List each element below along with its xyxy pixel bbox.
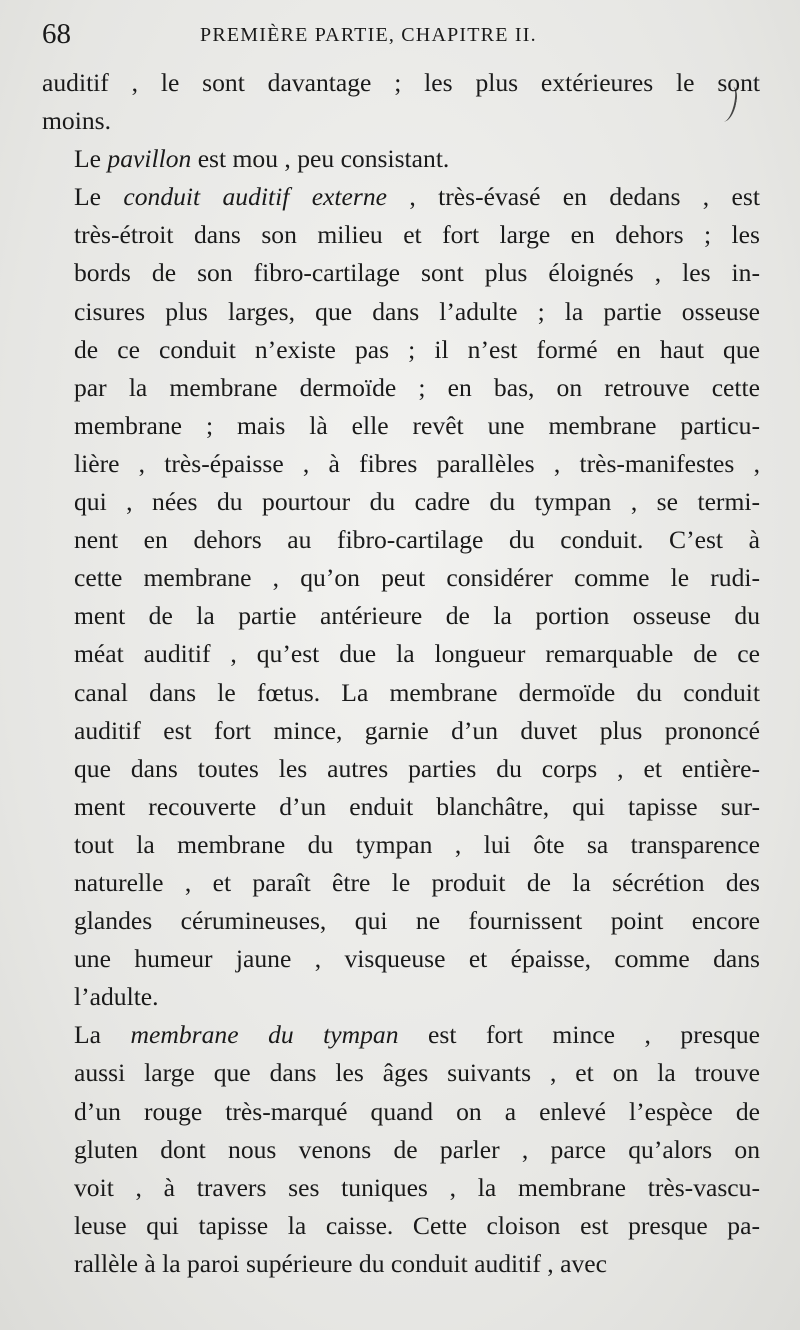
- text-line: [42, 940, 760, 978]
- text-line: [42, 1169, 760, 1207]
- text-segment: lière , très-épaisse , à fibres parallèles , très-manifestes ,: [74, 448, 760, 478]
- text-segment: , très-évasé en dedans , est: [387, 182, 760, 212]
- text-line: [42, 254, 760, 292]
- text-segment: tout la membrane du tympan , lui ôte sa transparence: [74, 829, 760, 859]
- text-segment: Le: [74, 182, 124, 212]
- text-line: [42, 597, 760, 635]
- text-line: [42, 216, 760, 254]
- text-segment: une humeur jaune , visqueuse et épaisse, comme dans: [74, 944, 760, 974]
- page-number: 68: [42, 18, 71, 50]
- text-segment: leuse qui tapisse la caisse. Cette cloison est presque pa-: [74, 1210, 760, 1240]
- text-line: [42, 140, 760, 178]
- text-segment: de ce conduit n’existe pas ; il n’est formé en haut que: [74, 334, 760, 364]
- text-line: [42, 369, 760, 407]
- text-segment: La: [74, 1020, 131, 1050]
- text-line: [42, 64, 760, 102]
- italic-term: conduit auditif externe: [123, 182, 387, 212]
- text-segment: aussi large que dans les âges suivants , et on la trouve: [74, 1058, 760, 1088]
- text-line: [42, 1016, 760, 1054]
- paragraph: [42, 178, 760, 1016]
- text-line: [42, 178, 760, 216]
- text-segment: méat auditif , qu’est due la longueur remarquable de ce: [74, 639, 760, 669]
- text-segment: membrane ; mais là elle revêt une membrane particu-: [74, 410, 760, 440]
- text-segment: cette membrane , qu’on peut considérer comme le rudi-: [74, 563, 760, 593]
- text-segment: naturelle , et paraît être le produit de la sécrétion des: [74, 867, 760, 897]
- text-segment: gluten dont nous venons de parler , parce qu’alors on: [74, 1134, 760, 1164]
- paragraph: [42, 1016, 760, 1283]
- text-line: [42, 407, 760, 445]
- text-segment: ment recouverte d’un enduit blanchâtre, qui tapisse sur-: [74, 791, 760, 821]
- text-segment: très-étroit dans son milieu et fort large en dehors ; les: [74, 220, 760, 250]
- text-line: [42, 902, 760, 940]
- paragraph: [42, 64, 760, 140]
- text-segment: glandes cérumineuses, qui ne fournissent point encore: [74, 906, 760, 936]
- text-line: [42, 712, 760, 750]
- text-line: [42, 864, 760, 902]
- text-line: [42, 1093, 760, 1131]
- text-segment: l’adulte.: [74, 982, 159, 1012]
- text-line: [42, 978, 760, 1016]
- page-header: [42, 18, 762, 58]
- text-segment: par la membrane dermoïde ; en bas, on retrouve cette: [74, 372, 760, 402]
- text-segment: auditif est fort mince, garnie d’un duvet plus prononcé: [74, 715, 760, 745]
- text-segment: moins.: [42, 106, 111, 136]
- text-segment: ment de la partie antérieure de la portion osseuse du: [74, 601, 760, 631]
- text-line: [42, 750, 760, 788]
- text-line: [42, 788, 760, 826]
- text-segment: nent en dehors au fibro-cartilage du conduit. C’est à: [74, 525, 760, 555]
- text-line: [42, 483, 760, 521]
- text-line: [42, 521, 760, 559]
- text-line: [42, 1131, 760, 1169]
- text-segment: d’un rouge très-marqué quand on a enlevé l’espèce de: [74, 1096, 760, 1126]
- italic-term: pavillon: [107, 144, 192, 174]
- text-line: [42, 674, 760, 712]
- text-segment: est mou , peu consistant.: [191, 144, 450, 174]
- text-segment: que dans toutes les autres parties du corps , et entière-: [74, 753, 760, 783]
- text-segment: rallèle à la paroi supérieure du conduit auditif , avec: [74, 1248, 607, 1278]
- text-segment: cisures plus larges, que dans l’adulte ; la partie osseuse: [74, 296, 760, 326]
- text-segment: qui , nées du pourtour du cadre du tympan , se termi-: [74, 487, 760, 517]
- paragraph: [42, 140, 760, 178]
- text-line: [42, 1207, 760, 1245]
- text-line: [42, 635, 760, 673]
- text-line: [42, 331, 760, 369]
- text-line: [42, 293, 760, 331]
- text-segment: est fort mince , presque: [398, 1020, 760, 1050]
- text-line: [42, 1245, 760, 1283]
- body-text: [42, 64, 760, 1283]
- text-segment: Le: [74, 144, 108, 174]
- text-line: [42, 559, 760, 597]
- text-line: [42, 102, 760, 140]
- text-line: [42, 445, 760, 483]
- italic-term: membrane du tympan: [130, 1020, 399, 1050]
- text-line: [42, 826, 760, 864]
- text-line: [42, 1054, 760, 1092]
- running-head: PREMIÈRE PARTIE, CHAPITRE II.: [200, 24, 537, 46]
- text-segment: bords de son fibro-cartilage sont plus éloignés , les in-: [74, 258, 760, 288]
- text-segment: auditif , le sont davantage ; les plus extérieures le sont: [42, 68, 760, 97]
- text-segment: voit , à travers ses tuniques , la membrane très-vascu-: [74, 1172, 760, 1202]
- text-segment: canal dans le fœtus. La membrane dermoïde du conduit: [74, 677, 760, 707]
